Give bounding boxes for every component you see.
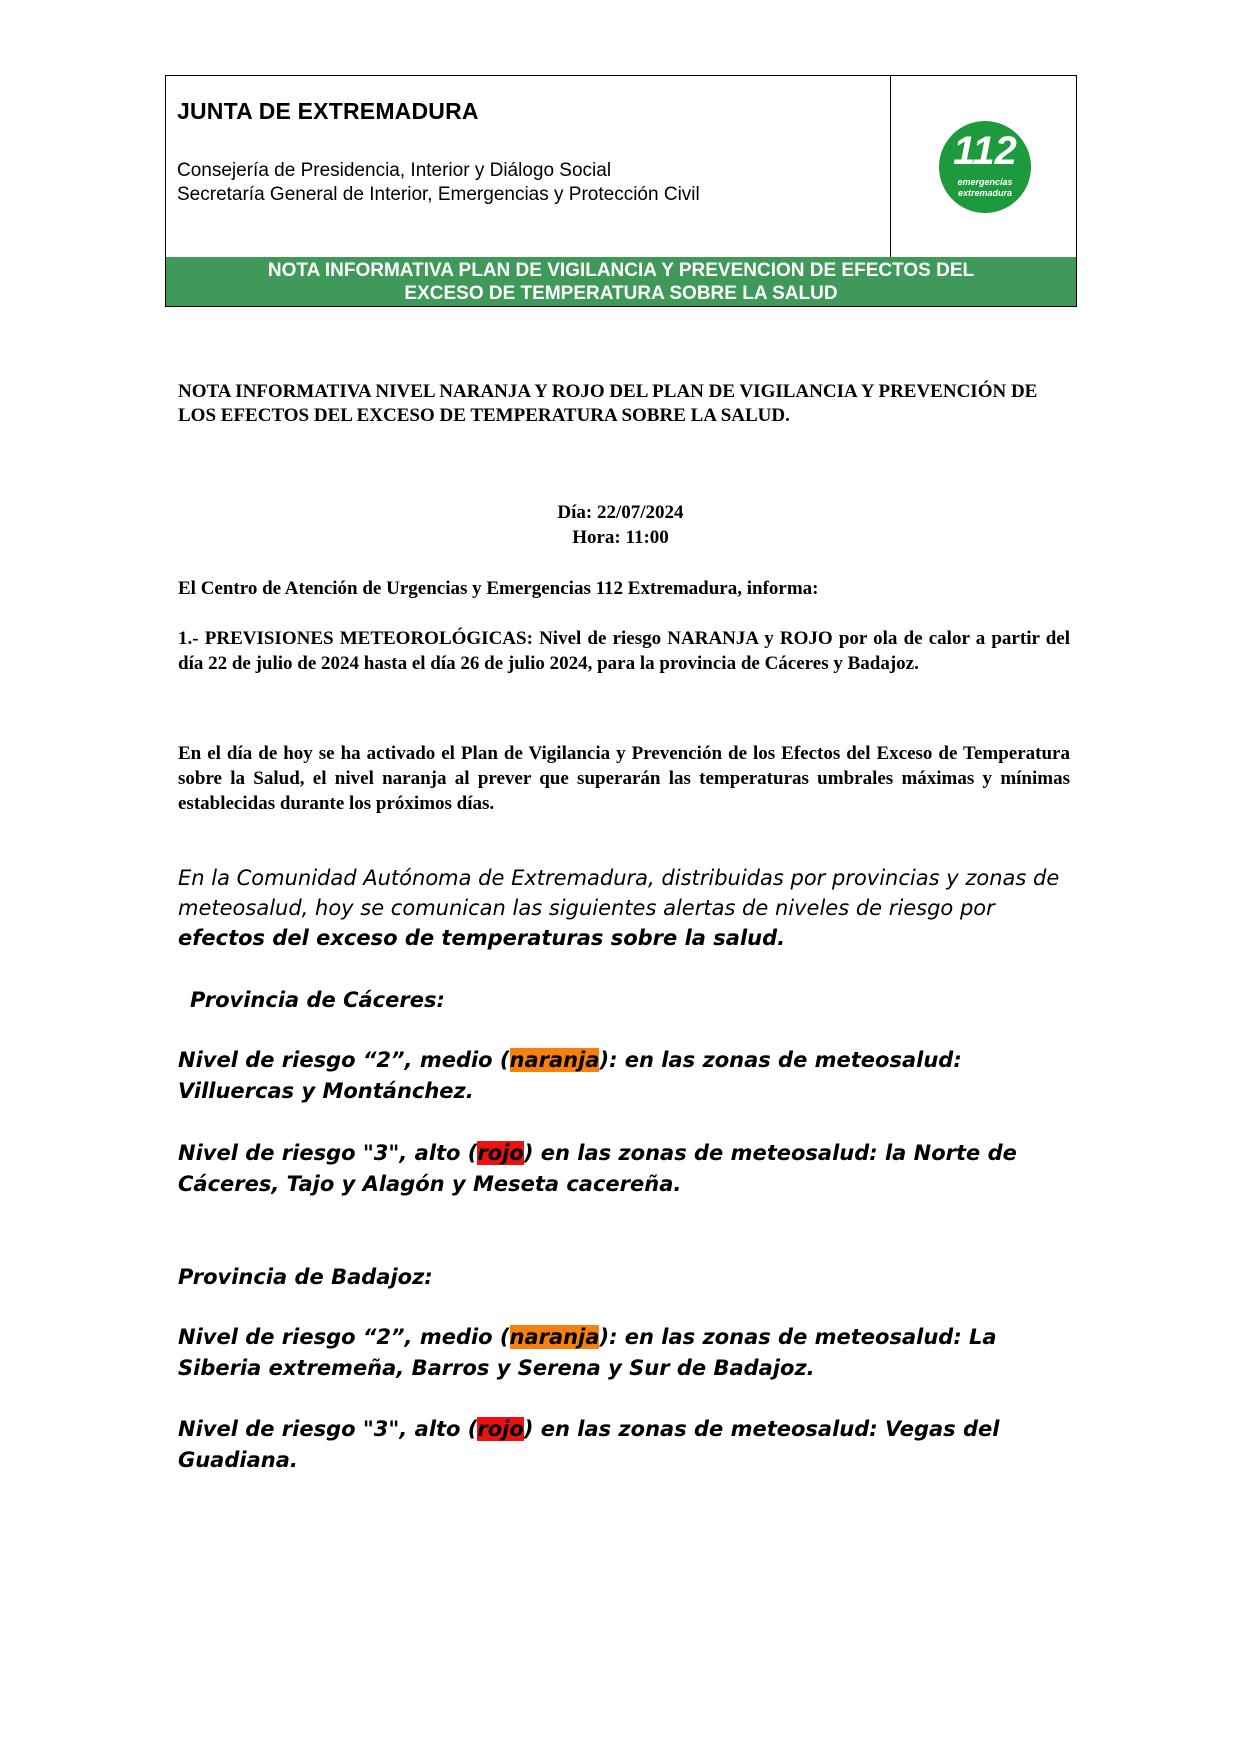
secretariat-line: Secretaría General de Interior, Emergencias y Protección Civil — [177, 184, 700, 205]
level-zones: ) en las zonas de meteosalud: la Norte de Cáceres, Tajo y Alagón y Meseta cacereña. — [178, 1141, 1017, 1196]
header-org-cell — [166, 76, 891, 257]
logo-subtitle: emergencias — [957, 177, 1013, 187]
level-zones: ): en las zonas de meteosalud: La Siberia extremeña, Barros y Serena y Sur de Badajoz. — [178, 1325, 997, 1380]
intro-text: En la Comunidad Autónoma de Extremadura, distribuidas por provincias y zonas de meteosalud, hoy se comunican las siguientes alertas de niveles de riesgo por — [178, 866, 1060, 920]
note-title — [178, 380, 1070, 428]
intro-emphasis: efectos del exceso de temperaturas sobre la salud. — [178, 926, 786, 950]
badajoz-level-2 — [178, 1322, 1070, 1384]
note-title-line: NOTA INFORMATIVA NIVEL NARANJA Y ROJO DEL PLAN DE VIGILANCIA Y PREVENCIÓN DE — [178, 381, 1038, 402]
document-header — [165, 75, 1077, 307]
orange-highlight: naranja — [509, 1048, 600, 1072]
header-logo-cell — [891, 76, 1076, 257]
note-title-line: LOS EFECTOS DEL EXCESO DE TEMPERATURA SOBRE LA SALUD. — [178, 405, 790, 426]
red-highlight: rojo — [477, 1141, 524, 1165]
org-title: JUNTA DE EXTREMADURA — [177, 98, 479, 124]
level-text: Nivel de riesgo "3", alto ( — [178, 1417, 478, 1441]
date-line: Día: 22/07/2024 — [557, 502, 684, 523]
province-caceres-title: Provincia de Cáceres: — [190, 988, 445, 1012]
plan-banner — [166, 257, 1076, 306]
activation-paragraph: En el día de hoy se ha activado el Plan de Vigilancia y Prevención de los Efectos del Exceso de Temperatura sobre la Salud, el nivel naranja al prever que superarán las temperaturas umbrales máximas y mínimas establecidas durante los próximos días. — [178, 743, 1070, 814]
logo-number: 112 — [953, 129, 1017, 173]
forecast-paragraph: 1.- PREVISIONES METEOROLÓGICAS: Nivel de riesgo NARANJA y ROJO por ola de calor a partir del día 22 de julio de 2024 hasta el día 26 de julio 2024, para la provincia de Cáceres y Badajoz. — [178, 628, 1070, 674]
level-text: Nivel de riesgo “2”, medio ( — [178, 1048, 510, 1072]
banner-line: NOTA INFORMATIVA PLAN DE VIGILANCIA Y PREVENCION DE EFECTOS DEL — [267, 260, 975, 281]
logo-subtitle: extremadura — [957, 188, 1013, 198]
level-text: Nivel de riesgo “2”, medio ( — [178, 1325, 510, 1349]
caceres-level-2 — [178, 1045, 1070, 1107]
level-zones: ) en las zonas de meteosalud: Vegas del Guadiana. — [178, 1417, 1000, 1472]
badajoz-level-3 — [178, 1414, 1070, 1476]
province-badajoz-title: Provincia de Badajoz: — [178, 1265, 433, 1289]
orange-highlight: naranja — [509, 1325, 600, 1349]
red-highlight: rojo — [477, 1417, 524, 1441]
level-text: Nivel de riesgo "3", alto ( — [178, 1141, 478, 1165]
time-line: Hora: 11:00 — [572, 527, 669, 548]
department-line: Consejería de Presidencia, Interior y Diálogo Social — [177, 160, 612, 181]
level-zones: ): en las zonas de meteosalud: Villuercas y Montánchez. — [178, 1048, 962, 1103]
112-logo — [939, 121, 1031, 213]
banner-line: EXCESO DE TEMPERATURA SOBRE LA SALUD — [404, 283, 838, 304]
informa-paragraph: El Centro de Atención de Urgencias y Emergencias 112 Extremadura, informa: — [178, 578, 819, 599]
intro-paragraph — [178, 863, 1070, 953]
caceres-level-3 — [178, 1138, 1070, 1200]
